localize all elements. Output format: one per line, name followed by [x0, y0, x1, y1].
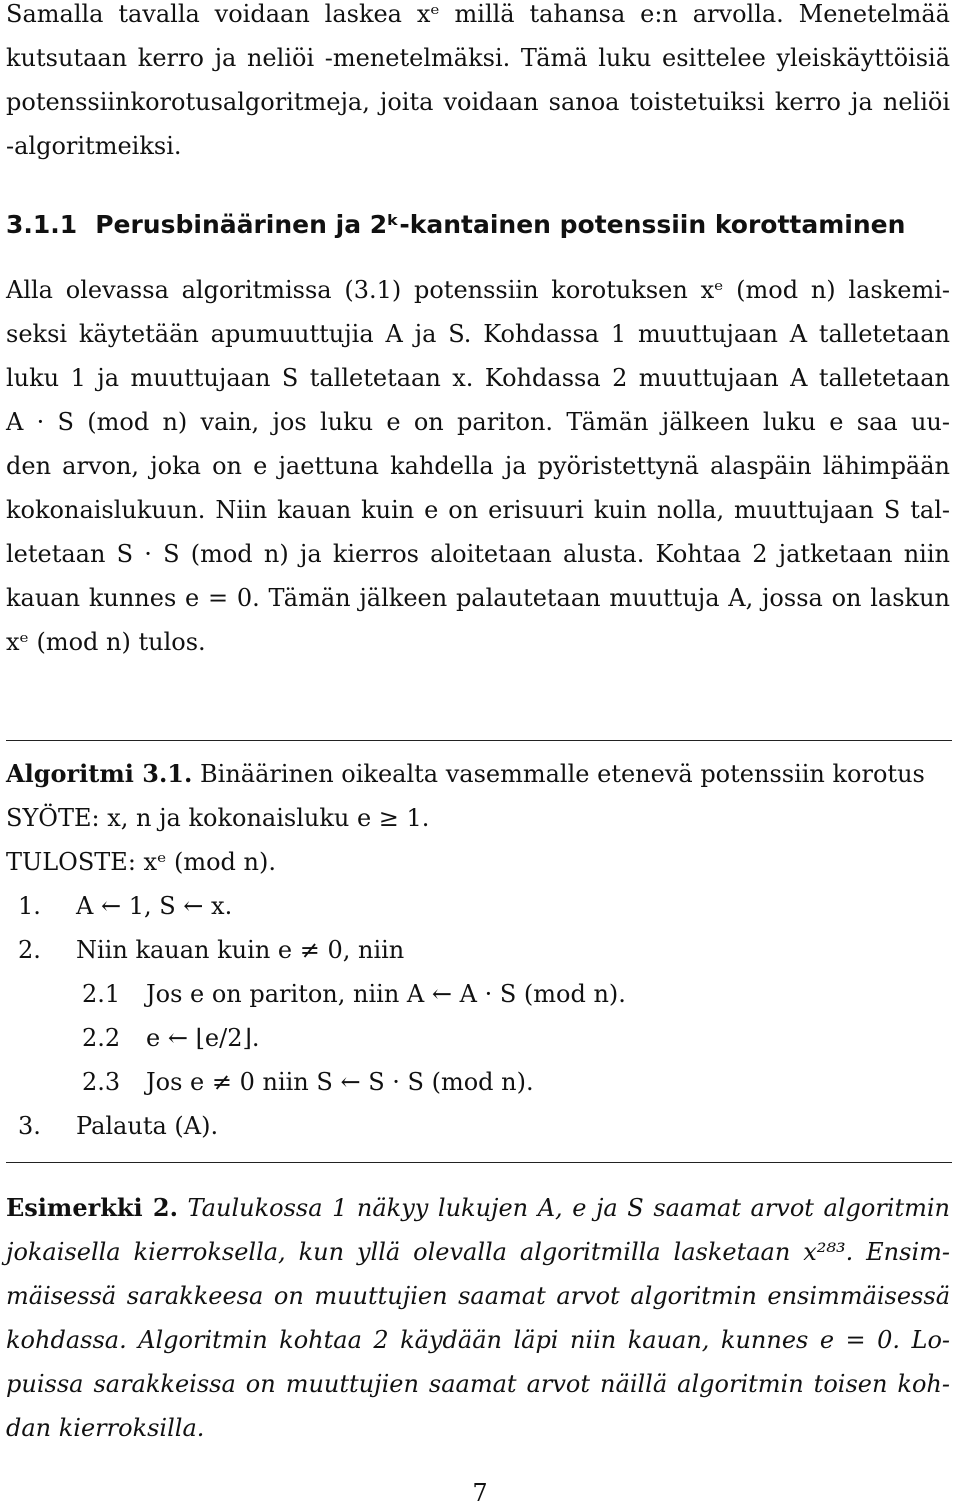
- example-text: Taulukossa 1 näkyy lukujen A, e ja S saamat arvot algoritmin: [187, 1194, 951, 1222]
- body-line: A · S (mod n) vain, jos luku e on pariton. Tämän jälkeen luku e saa uu-: [6, 408, 950, 436]
- step-text: Jos e ≠ 0 niin S ← S · S (mod n).: [146, 1068, 534, 1096]
- example-line: mäisessä sarakkeesa on muuttujien saamat arvot algoritmin ensimmäisessä: [6, 1282, 950, 1310]
- step-number: 2.2: [82, 1024, 121, 1052]
- example-line: dan kierroksilla.: [6, 1414, 205, 1442]
- example-line: jokaisella kierroksella, kun yllä olevalla algoritmilla lasketaan x²⁸³. Ensim-: [6, 1238, 950, 1266]
- step-text: Jos e on pariton, niin A ← A · S (mod n).: [146, 980, 626, 1008]
- body-line: xᵉ (mod n) tulos.: [6, 628, 206, 656]
- page-number: 7: [472, 1479, 488, 1507]
- algorithm-step: [6, 1104, 950, 1148]
- step-text: Palauta (A).: [76, 1112, 219, 1140]
- body-paragraph: [6, 268, 950, 664]
- intro-line: potenssiinkorotusalgoritmeja, joita voidaan sanoa toistetuiksi kerro ja neliöi: [6, 88, 950, 116]
- body-line: kokonaislukuun. Niin kauan kuin e on erisuuri kuin nolla, muuttujaan S tal-: [6, 496, 950, 524]
- step-text: A ← 1, S ← x.: [76, 892, 233, 920]
- intro-paragraph: [6, 0, 950, 168]
- step-text: Niin kauan kuin e ≠ 0, niin: [76, 936, 405, 964]
- algorithm-heading: [6, 752, 950, 796]
- section-number: 3.1.1: [6, 210, 78, 239]
- step-number: 1.: [18, 892, 41, 920]
- algorithm-bottom-rule: [6, 1162, 952, 1163]
- algorithm-substep: [6, 1060, 950, 1104]
- intro-line: Samalla tavalla voidaan laskea xᵉ millä tahansa e:n arvolla. Menetelmää: [6, 0, 950, 28]
- algorithm-top-rule: [6, 740, 952, 741]
- intro-line: kutsutaan kerro ja neliöi -menetelmäksi. Tämä luku esittelee yleiskäyttöisiä: [6, 44, 950, 72]
- example-line: puissa sarakkeissa on muuttujien saamat arvot näillä algoritmin toisen koh-: [6, 1370, 950, 1398]
- algorithm-output: TULOSTE: xᵉ (mod n).: [6, 848, 276, 876]
- step-number: 3.: [18, 1112, 41, 1140]
- body-line: Alla olevassa algoritmissa (3.1) potenssiin korotuksen xᵉ (mod n) laskemi-: [6, 276, 950, 304]
- algorithm-box: [6, 752, 950, 1148]
- algorithm-label: Algoritmi 3.1.: [6, 759, 193, 788]
- example-line: [6, 1186, 950, 1230]
- step-number: 2.3: [82, 1068, 121, 1096]
- example-label: Esimerkki 2.: [6, 1193, 178, 1222]
- body-line: letetaan S · S (mod n) ja kierros aloitetaan alusta. Kohtaa 2 jatketaan niin: [6, 540, 950, 568]
- example-line: kohdassa. Algoritmin kohtaa 2 käydään läpi niin kauan, kunnes e = 0. Lo-: [6, 1326, 950, 1354]
- body-line: kauan kunnes e = 0. Tämän jälkeen palautetaan muuttuja A, jossa on laskun: [6, 584, 950, 612]
- algorithm-substep: [6, 1016, 950, 1060]
- body-line: den arvon, joka on e jaettuna kahdella ja pyöristettynä alaspäin lähimpään: [6, 452, 950, 480]
- example-paragraph: [6, 1186, 950, 1450]
- body-line: seksi käytetään apumuuttujia A ja S. Kohdassa 1 muuttujaan A talletetaan: [6, 320, 950, 348]
- step-text: e ← ⌊e/2⌋.: [146, 1024, 260, 1052]
- body-line: luku 1 ja muuttujaan S talletetaan x. Kohdassa 2 muuttujaan A talletetaan: [6, 364, 950, 392]
- step-number: 2.: [18, 936, 41, 964]
- section-heading: [6, 200, 950, 250]
- algorithm-title: Binäärinen oikealta vasemmalle etenevä potenssiin korotus: [200, 760, 925, 788]
- step-number: 2.1: [82, 980, 121, 1008]
- algorithm-step: [6, 884, 950, 928]
- algorithm-step: [6, 928, 950, 972]
- intro-line: -algoritmeiksi.: [6, 132, 182, 160]
- section-title: Perusbinäärinen ja 2ᵏ-kantainen potenssiin korottaminen: [95, 210, 906, 239]
- algorithm-substep: [6, 972, 950, 1016]
- algorithm-input: SYÖTE: x, n ja kokonaisluku e ≥ 1.: [6, 804, 430, 832]
